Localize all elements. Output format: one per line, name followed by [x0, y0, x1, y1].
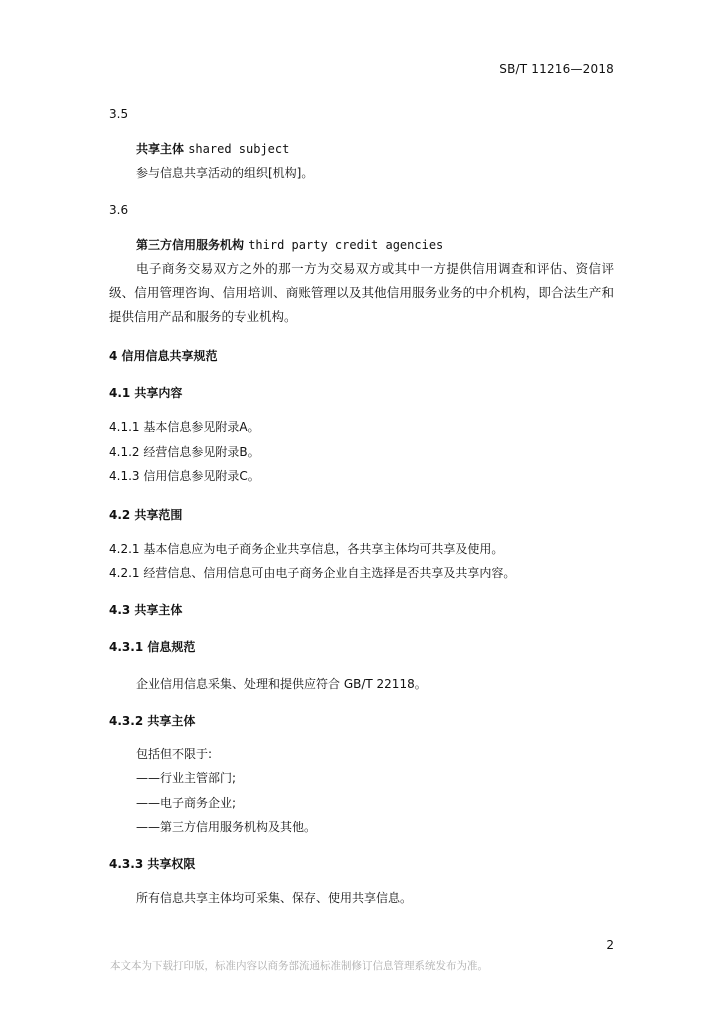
clause-number-3-5: 3.5: [109, 107, 129, 121]
clause-4-1-3: 4.1.3 信用信息参见附录C。: [109, 469, 260, 483]
section-heading-4-3: 4.3 共享主体: [109, 603, 183, 617]
clause-4-2-1b: 4.2.1 经营信息、信用信息可由电子商务企业自主选择是否共享及共享内容。: [109, 566, 516, 580]
section-heading-4-3-3: 4.3.3 共享权限: [109, 857, 196, 871]
section-heading-4-1: 4.1 共享内容: [109, 386, 183, 400]
clause-number-3-6: 3.6: [109, 203, 129, 217]
clause-4-1-2: 4.1.2 经营信息参见附录B。: [109, 445, 260, 459]
clause-4-1-1: 4.1.1 基本信息参见附录A。: [109, 420, 260, 434]
text-4-3-1: 企业信用信息采集、处理和提供应符合 GB/T 22118。: [136, 677, 427, 691]
definition-3-6: 电子商务交易双方之外的那一方为交易双方或其中一方提供信用调查和评估、资信评级、信用管理咨询、信用培训、商账管理以及其他信用服务业务的中介机构，即合法生产和提供信用产品和服务的专业机构。: [109, 261, 614, 324]
list-item-4-3-2: ——第三方信用服务机构及其他。: [136, 820, 317, 834]
page-number: 2: [606, 938, 614, 952]
term-3-6: [136, 236, 614, 253]
list-item-4-3-2: ——行业主管部门;: [136, 771, 237, 785]
document-id: SB/T 11216—2018: [499, 62, 614, 76]
term-cn: 共享主体: [136, 142, 185, 156]
list-item-4-3-2: ——电子商务企业;: [136, 796, 237, 810]
clause-4-2-1a: 4.2.1 基本信息应为电子商务企业共享信息，各共享主体均可共享及使用。: [109, 542, 504, 556]
definition-3-5: 参与信息共享活动的组织[机构]。: [136, 166, 314, 180]
text-4-3-2-intro: 包括但不限于:: [136, 747, 213, 761]
section-heading-4-3-1: 4.3.1 信息规范: [109, 640, 196, 654]
term-3-5: [136, 140, 614, 157]
footer-note: 本文本为下载打印版，标准内容以商务部流通标准制修订信息管理系统发布为准。: [110, 960, 488, 972]
term-cn: 第三方信用服务机构: [136, 238, 245, 252]
section-heading-4: 4 信用信息共享规范: [109, 349, 218, 363]
term-en: shared subject: [188, 142, 290, 156]
text-4-3-3: 所有信息共享主体均可采集、保存、使用共享信息。: [136, 891, 413, 905]
term-en: third party credit agencies: [248, 238, 444, 252]
section-heading-4-3-2: 4.3.2 共享主体: [109, 714, 196, 728]
section-heading-4-2: 4.2 共享范围: [109, 508, 183, 522]
